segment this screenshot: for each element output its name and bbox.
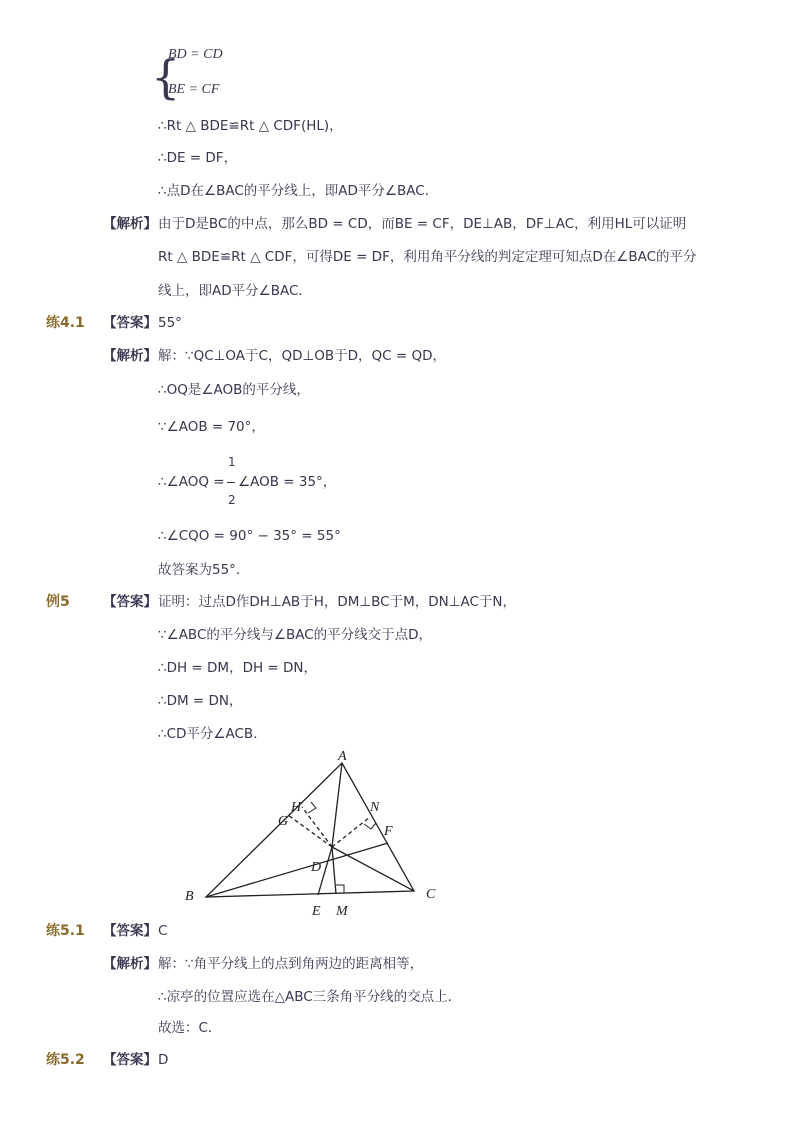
segment-dm: [332, 847, 336, 894]
solution-line-5: ∴∠CQO = 90° − 35° = 55°: [158, 528, 341, 544]
label-g: G: [278, 814, 289, 829]
label-h: H: [291, 800, 302, 815]
label-f: F: [384, 824, 393, 839]
answer-value: C: [158, 923, 168, 939]
answer-value: 55°: [158, 315, 182, 331]
problem-tag-5-1: 练5.1: [46, 923, 85, 939]
problem-tag-4-1: 练4.1: [46, 315, 85, 331]
system-eq-2: BE = CF: [168, 82, 220, 97]
analysis-line-2: Rt △ BDE≌Rt △ CDF，可得DE = DF，利用角平分线的判定定理可知点D在∠BAC的平分: [158, 249, 697, 265]
label-c: C: [426, 887, 436, 902]
analysis-label: 【解析】: [103, 348, 157, 364]
analysis-label: 【解析】: [103, 216, 157, 232]
solution-line-2: ∴凉亭的位置应选在△ABC三条角平分线的交点上．: [158, 989, 462, 1005]
right-angle-mark-n: [364, 823, 376, 829]
answer-label: 【答案】: [103, 594, 157, 610]
right-angle-mark-h: [308, 802, 316, 813]
label-m: M: [336, 904, 348, 919]
congruence-line: ∴Rt △ BDE≌Rt △ CDF(HL)，: [158, 118, 343, 134]
system-eq-1: BD = CD: [168, 47, 223, 62]
solution-line-4-post: ∠AOB = 35°，: [238, 474, 337, 490]
problem-tag-5-2: 练5.2: [46, 1052, 85, 1068]
fraction-denominator: 2: [228, 493, 236, 507]
triangle-figure: [170, 745, 460, 925]
fraction-bar: [227, 482, 235, 483]
conclusion-line: ∴点D在∠BAC的平分线上，即AD平分∠BAC．: [158, 183, 439, 199]
fraction-numerator: 1: [228, 455, 236, 469]
right-angle-mark-m: [336, 885, 344, 893]
proof-line-1: 证明：过点D作DH⊥AB于H，DM⊥BC于M，DN⊥AC于N，: [158, 594, 517, 610]
analysis-line-1: 由于D是BC的中点，那么BD = CD，而BE = CF，DE⊥AB，DF⊥AC，利用HL可以证明: [158, 216, 687, 232]
solution-line-1: 解：∵角平分线上的点到角两边的距离相等，: [158, 956, 424, 972]
solution-line-4-pre: ∴∠AOQ =: [158, 474, 225, 490]
segment-dn: [332, 817, 370, 847]
answer-value: D: [158, 1052, 169, 1068]
answer-label: 【答案】: [103, 923, 157, 939]
answer-label: 【答案】: [103, 315, 157, 331]
label-e: E: [312, 904, 321, 919]
label-a: A: [338, 749, 347, 764]
bisector-from-a: [332, 763, 342, 847]
proof-line-3: ∴DH = DM，DH = DN，: [158, 660, 318, 676]
analysis-line-3: 线上，即AD平分∠BAC．: [158, 283, 312, 299]
system-brace: {: [151, 50, 181, 104]
proof-line-2: ∵∠ABC的平分线与∠BAC的平分线交于点D，: [158, 627, 433, 643]
solution-line-2: ∴OQ是∠AOB的平分线，: [158, 382, 310, 398]
segment-dg: [288, 815, 332, 847]
answer-label: 【答案】: [103, 1052, 157, 1068]
solution-line-3: ∵∠AOB = 70°，: [158, 419, 265, 435]
label-b: B: [185, 889, 194, 904]
de-df-line: ∴DE = DF，: [158, 150, 238, 166]
analysis-label: 【解析】: [103, 956, 157, 972]
proof-line-5: ∴CD平分∠ACB．: [158, 726, 267, 742]
proof-line-4: ∴DM = DN，: [158, 693, 243, 709]
example-tag-5: 例5: [46, 594, 70, 610]
solution-line-6: 故答案为55°．: [158, 562, 250, 578]
triangle-abc: [206, 763, 414, 897]
solution-line-3: 故选：C．: [158, 1020, 222, 1036]
segment-dh: [302, 807, 332, 847]
label-d: D: [311, 860, 322, 875]
solution-line-1: 解：∵QC⊥OA于C，QD⊥OB于D，QC = QD，: [158, 348, 446, 364]
label-n: N: [370, 800, 380, 815]
